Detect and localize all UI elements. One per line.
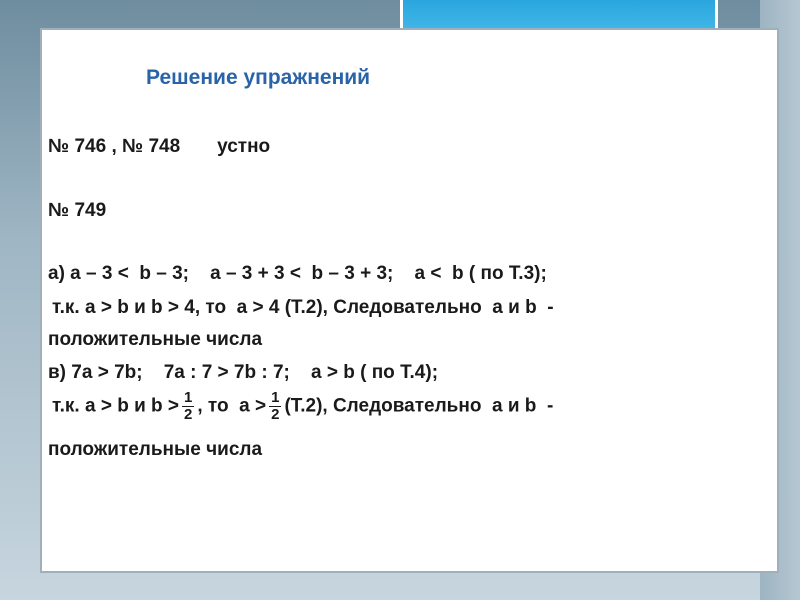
line-part-a-reasoning: т.к. a > b и b > 4, то a > 4 (Т.2), Следовательно a и b - [52,297,554,318]
line-exercise-749: № 749 [48,200,107,221]
line-part-b-conclusion: положительные числа [48,439,263,460]
slide-title: Решение упражнений [146,66,371,89]
part-b-text-3: (Т.2), Следовательно a и b - [284,395,554,417]
line-part-b: в) 7a > 7b; 7a : 7 > 7b : 7; a > b ( по Т.4); [48,362,439,383]
part-b-text-1: т.к. a > b и b > [52,395,180,417]
fraction-numerator: 1 [271,389,280,406]
part-b-text-2: , то a > [197,395,267,417]
fraction-one-half-2 [269,390,281,423]
fraction-denominator: 2 [271,406,280,423]
fraction-one-half-1 [182,390,194,423]
line-part-a-conclusion: положительные числа [48,329,263,350]
line-part-a: а) a – 3 < b – 3; a – 3 + 3 < b – 3 + 3; a < b ( по Т.3); [48,263,547,284]
fraction-denominator: 2 [184,406,193,423]
line-part-b-reasoning [52,390,553,423]
fraction-numerator: 1 [184,389,193,406]
line-exercises-oral: № 746 , № 748 устно [48,136,271,157]
